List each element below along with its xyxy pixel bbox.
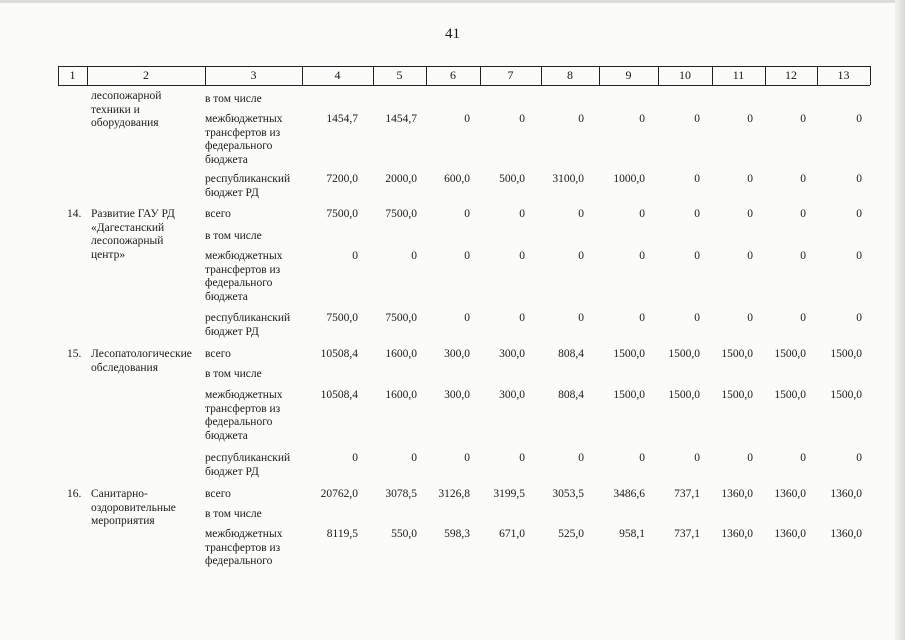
value-cell: 1360,0: [830, 488, 862, 500]
scan-right-edge: [895, 0, 905, 640]
header-cell: 12: [785, 68, 797, 82]
value-cell: 300,0: [444, 348, 470, 360]
value-cell: 1454,7: [385, 113, 417, 125]
value-cell: 1454,7: [326, 113, 358, 125]
header-top-line: [58, 66, 870, 67]
value-cell: 2000,0: [385, 173, 417, 185]
row-number: 16.: [67, 488, 82, 500]
value-cell: 0: [800, 250, 806, 262]
header-bottom-line: [58, 85, 870, 86]
header-cell: 4: [334, 68, 341, 82]
value-cell: 0: [639, 113, 645, 125]
value-cell: 7500,0: [326, 208, 358, 220]
value-cell: 0: [464, 208, 470, 220]
funding-source-label: межбюджетных трансфертов из федерального бюджета: [205, 250, 283, 303]
row-number: 14.: [67, 208, 82, 220]
value-cell: 598,3: [444, 528, 470, 540]
value-cell: 1500,0: [774, 348, 806, 360]
funding-source-label: в том числе: [205, 508, 262, 520]
header-cell: 6: [450, 68, 456, 82]
value-cell: 0: [352, 452, 358, 464]
value-cell: 10508,4: [320, 389, 358, 401]
funding-source-label: всего: [205, 348, 231, 360]
value-cell: 7500,0: [385, 208, 417, 220]
value-cell: 0: [694, 208, 700, 220]
value-cell: 1360,0: [774, 488, 806, 500]
header-cell: 7: [507, 68, 514, 82]
value-cell: 0: [464, 250, 470, 262]
value-cell: 0: [411, 250, 417, 262]
page-number: 41: [445, 26, 460, 42]
value-cell: 3126,8: [438, 488, 470, 500]
value-cell: 300,0: [499, 348, 525, 360]
value-cell: 0: [352, 250, 358, 262]
value-cell: 1500,0: [613, 389, 645, 401]
activity-name: лесопожарной техники и оборудования: [91, 90, 162, 129]
funding-source-label: в том числе: [205, 230, 262, 242]
value-cell: 737,1: [674, 528, 700, 540]
value-cell: 0: [464, 452, 470, 464]
value-cell: 0: [800, 312, 806, 324]
funding-source-label: республиканский бюджет РД: [205, 312, 291, 338]
value-cell: 3100,0: [552, 173, 584, 185]
value-cell: 1500,0: [830, 389, 862, 401]
value-cell: 0: [747, 113, 753, 125]
value-cell: 958,1: [619, 528, 645, 540]
value-cell: 550,0: [391, 528, 417, 540]
value-cell: 1600,0: [385, 389, 417, 401]
header-cell: 13: [837, 68, 850, 82]
value-cell: 3053,5: [552, 488, 584, 500]
funding-source-label: всего: [205, 208, 231, 220]
value-cell: 0: [800, 452, 806, 464]
value-cell: 0: [856, 312, 862, 324]
value-cell: 0: [519, 312, 525, 324]
value-cell: 0: [694, 113, 700, 125]
header-cell: 1: [69, 68, 76, 82]
funding-source-label: в том числе: [205, 368, 262, 380]
value-cell: 808,4: [558, 389, 584, 401]
value-cell: 808,4: [558, 348, 584, 360]
activity-name: Развитие ГАУ РД «Дагестанский лесопожарный центр»: [91, 208, 175, 261]
value-cell: 3199,5: [493, 488, 525, 500]
row-number: 15.: [67, 348, 82, 360]
value-cell: 0: [694, 312, 700, 324]
header-cell: 2: [143, 68, 149, 82]
value-cell: 300,0: [444, 389, 470, 401]
value-cell: 525,0: [558, 528, 584, 540]
value-cell: 737,1: [674, 488, 700, 500]
value-cell: 1360,0: [830, 528, 862, 540]
activity-name: Санитарно- оздоровительные мероприятия: [91, 488, 176, 527]
value-cell: 20762,0: [320, 488, 358, 500]
value-cell: 0: [800, 113, 806, 125]
value-cell: 0: [639, 312, 645, 324]
value-cell: 1360,0: [721, 488, 753, 500]
value-cell: 0: [464, 312, 470, 324]
header-cell: 9: [625, 68, 632, 82]
value-cell: 0: [694, 173, 700, 185]
value-cell: 0: [519, 208, 525, 220]
value-cell: 1500,0: [613, 348, 645, 360]
header-cell: 11: [732, 68, 745, 82]
value-cell: 0: [519, 113, 525, 125]
activity-name: Лесопатологические обследования: [91, 348, 192, 374]
value-cell: 0: [694, 452, 700, 464]
value-cell: 0: [578, 452, 584, 464]
value-cell: 3486,6: [613, 488, 645, 500]
value-cell: 600,0: [444, 173, 470, 185]
value-cell: 0: [747, 173, 753, 185]
funding-source-label: республиканский бюджет РД: [205, 173, 291, 199]
value-cell: 0: [694, 250, 700, 262]
funding-source-label: всего: [205, 488, 231, 500]
value-cell: 671,0: [499, 528, 525, 540]
value-cell: 0: [800, 208, 806, 220]
value-cell: 0: [856, 250, 862, 262]
value-cell: 0: [856, 208, 862, 220]
value-cell: 1500,0: [721, 348, 753, 360]
value-cell: 0: [578, 208, 584, 220]
funding-source-label: в том числе: [205, 93, 262, 105]
value-cell: 7500,0: [385, 312, 417, 324]
funding-source-label: республиканский бюджет РД: [205, 452, 291, 478]
header-cell: 8: [567, 68, 573, 82]
header-cell: 3: [250, 68, 257, 82]
header-cell: 10: [679, 68, 691, 82]
scan-top-edge: [0, 0, 905, 3]
funding-source-label: межбюджетных трансфертов из федерального бюджета: [205, 389, 283, 442]
value-cell: 1360,0: [774, 528, 806, 540]
value-cell: 1000,0: [613, 173, 645, 185]
value-cell: 0: [578, 312, 584, 324]
value-cell: 0: [519, 452, 525, 464]
header-cell: 5: [396, 68, 403, 82]
value-cell: 1500,0: [830, 348, 862, 360]
value-cell: 0: [747, 250, 753, 262]
value-cell: 0: [464, 113, 470, 125]
value-cell: 0: [800, 173, 806, 185]
value-cell: 0: [578, 250, 584, 262]
value-cell: 8119,5: [326, 528, 358, 540]
value-cell: 0: [747, 208, 753, 220]
value-cell: 1500,0: [668, 348, 700, 360]
value-cell: 0: [856, 113, 862, 125]
header-divider: [870, 66, 871, 85]
value-cell: 1360,0: [721, 528, 753, 540]
value-cell: 7200,0: [326, 173, 358, 185]
value-cell: 0: [639, 452, 645, 464]
value-cell: 0: [411, 452, 417, 464]
value-cell: 10508,4: [320, 348, 358, 360]
value-cell: 0: [519, 250, 525, 262]
value-cell: 0: [747, 312, 753, 324]
value-cell: 0: [639, 208, 645, 220]
value-cell: 0: [747, 452, 753, 464]
value-cell: 1500,0: [721, 389, 753, 401]
value-cell: 7500,0: [326, 312, 358, 324]
value-cell: 3078,5: [385, 488, 417, 500]
value-cell: 1600,0: [385, 348, 417, 360]
value-cell: 1500,0: [774, 389, 806, 401]
funding-source-label: межбюджетных трансфертов из федерального бюджета: [205, 113, 283, 166]
value-cell: 0: [856, 452, 862, 464]
value-cell: 0: [578, 113, 584, 125]
value-cell: 1500,0: [668, 389, 700, 401]
value-cell: 500,0: [499, 173, 525, 185]
value-cell: 300,0: [499, 389, 525, 401]
value-cell: 0: [856, 173, 862, 185]
value-cell: 0: [639, 250, 645, 262]
funding-source-label: межбюджетных трансфертов из федерального: [205, 528, 283, 567]
